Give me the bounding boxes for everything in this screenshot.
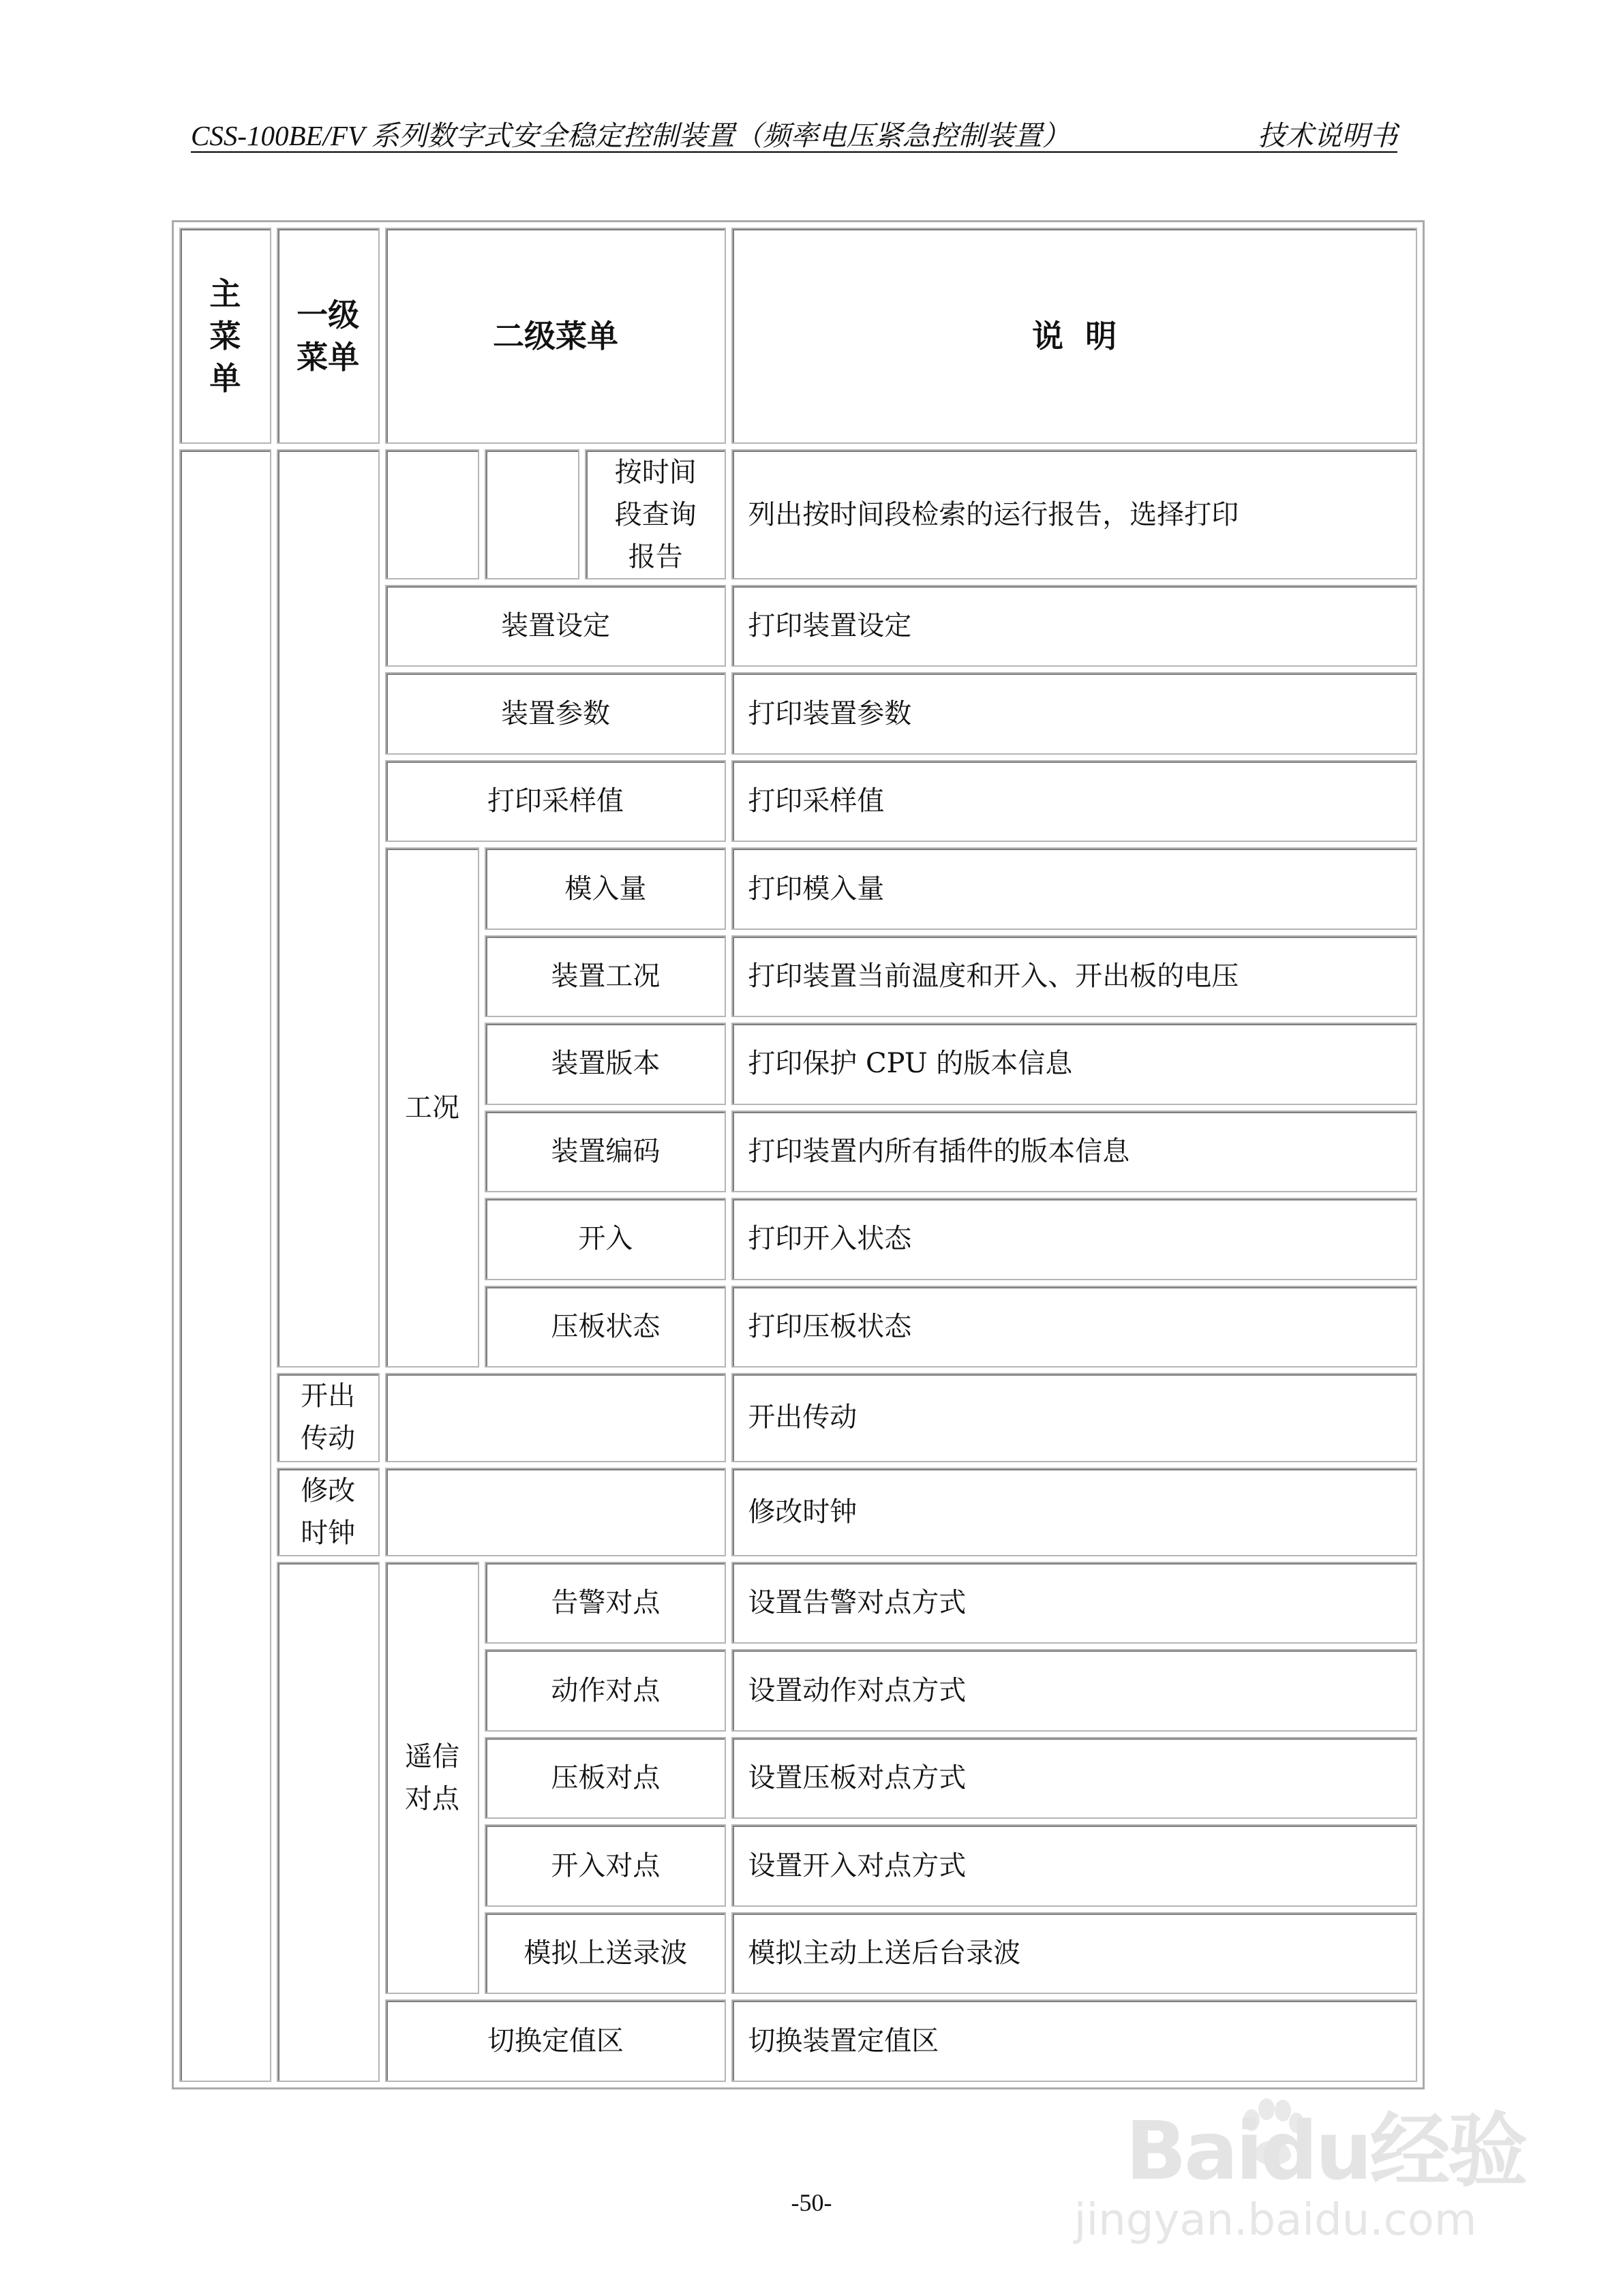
page-number: -50- (791, 2189, 832, 2216)
level1-print-cell (277, 449, 380, 1368)
desc-simulate-upload: 模拟主动上送后台录波 (731, 1912, 1417, 1994)
desc-time-report: 列出按时间段检索的运行报告，选择打印 (731, 449, 1417, 579)
desc-binary-input: 打印开入状态 (731, 1198, 1417, 1280)
menu-item-action-point: 动作对点 (485, 1649, 726, 1731)
desc-device-code: 打印装置内所有插件的版本信息 (731, 1111, 1417, 1192)
desc-device-version: 打印保护 CPU 的版本信息 (731, 1023, 1417, 1104)
level1-blank-cell (277, 1562, 380, 2082)
main-menu-cell (179, 449, 271, 2082)
header-description: 说 明 (731, 228, 1417, 444)
desc-modify-clock: 修改时钟 (731, 1468, 1417, 1557)
desc-alarm-point: 设置告警对点方式 (731, 1562, 1417, 1644)
table-row (179, 1562, 1417, 1644)
table-row (179, 1373, 1417, 1462)
desc-print-samples: 打印采样值 (731, 760, 1417, 842)
header-main-menu: 主菜单 (179, 228, 271, 444)
menu-item-device-params: 装置参数 (385, 672, 727, 754)
blank-cell (385, 1373, 727, 1462)
document-type: 技术说明书 (1258, 120, 1397, 151)
menu-item-device-settings: 装置设定 (385, 585, 727, 667)
header-row (179, 228, 1417, 444)
menu-item-output-drive: 开出传动 (277, 1373, 380, 1462)
menu-item-print-samples: 打印采样值 (385, 760, 727, 842)
desc-device-condition: 打印装置当前温度和开入、开出板的电压 (731, 935, 1417, 1017)
menu-item-device-version: 装置版本 (485, 1023, 726, 1104)
menu-item-time-report: 按时间段查询报告 (585, 449, 726, 579)
menu-item-plate-status: 压板状态 (485, 1286, 726, 1368)
menu-item-device-code: 装置编码 (485, 1111, 726, 1192)
table-row (179, 449, 1417, 579)
desc-plate-point: 设置压板对点方式 (731, 1737, 1417, 1819)
menu-item-simulate-upload: 模拟上送录波 (485, 1912, 726, 1994)
menu-item-input-point: 开入对点 (485, 1824, 726, 1906)
blank-cell (385, 1468, 727, 1557)
document-title: CSS-100BE/FV 系列数字式安全稳定控制装置（频率电压紧急控制装置） (191, 120, 1070, 151)
group-condition: 工况 (385, 847, 480, 1368)
menu-item-switch-zone: 切换定值区 (385, 1999, 727, 2082)
header-level1-menu: 一级菜单 (277, 228, 380, 444)
menu-item-plate-point: 压板对点 (485, 1737, 726, 1819)
desc-analog-input: 打印模入量 (731, 847, 1417, 929)
blank-cell (385, 449, 480, 579)
group-telesignal: 遥信对点 (385, 1562, 480, 1994)
desc-plate-status: 打印压板状态 (731, 1286, 1417, 1368)
page-header (191, 113, 1397, 155)
blank-cell (485, 449, 579, 579)
desc-input-point: 设置开入对点方式 (731, 1824, 1417, 1906)
desc-switch-zone: 切换装置定值区 (731, 1999, 1417, 2082)
watermark-url: jingyan.baidu.com (1074, 2195, 1477, 2246)
header-rule (191, 151, 1397, 153)
header-level2-menu: 二级菜单 (385, 228, 727, 444)
menu-item-device-condition: 装置工况 (485, 935, 726, 1017)
watermark (1071, 2079, 1526, 2263)
menu-item-analog-input: 模入量 (485, 847, 726, 929)
desc-output-drive: 开出传动 (731, 1373, 1417, 1462)
watermark-brand: Baidu经验 (1125, 2104, 1526, 2198)
desc-action-point: 设置动作对点方式 (731, 1649, 1417, 1731)
menu-item-alarm-point: 告警对点 (485, 1562, 726, 1644)
menu-item-modify-clock: 修改时钟 (277, 1468, 380, 1557)
menu-table (172, 220, 1425, 2089)
desc-device-settings: 打印装置设定 (731, 585, 1417, 667)
menu-item-binary-input: 开入 (485, 1198, 726, 1280)
desc-device-params: 打印装置参数 (731, 672, 1417, 754)
table-row (179, 1468, 1417, 1557)
